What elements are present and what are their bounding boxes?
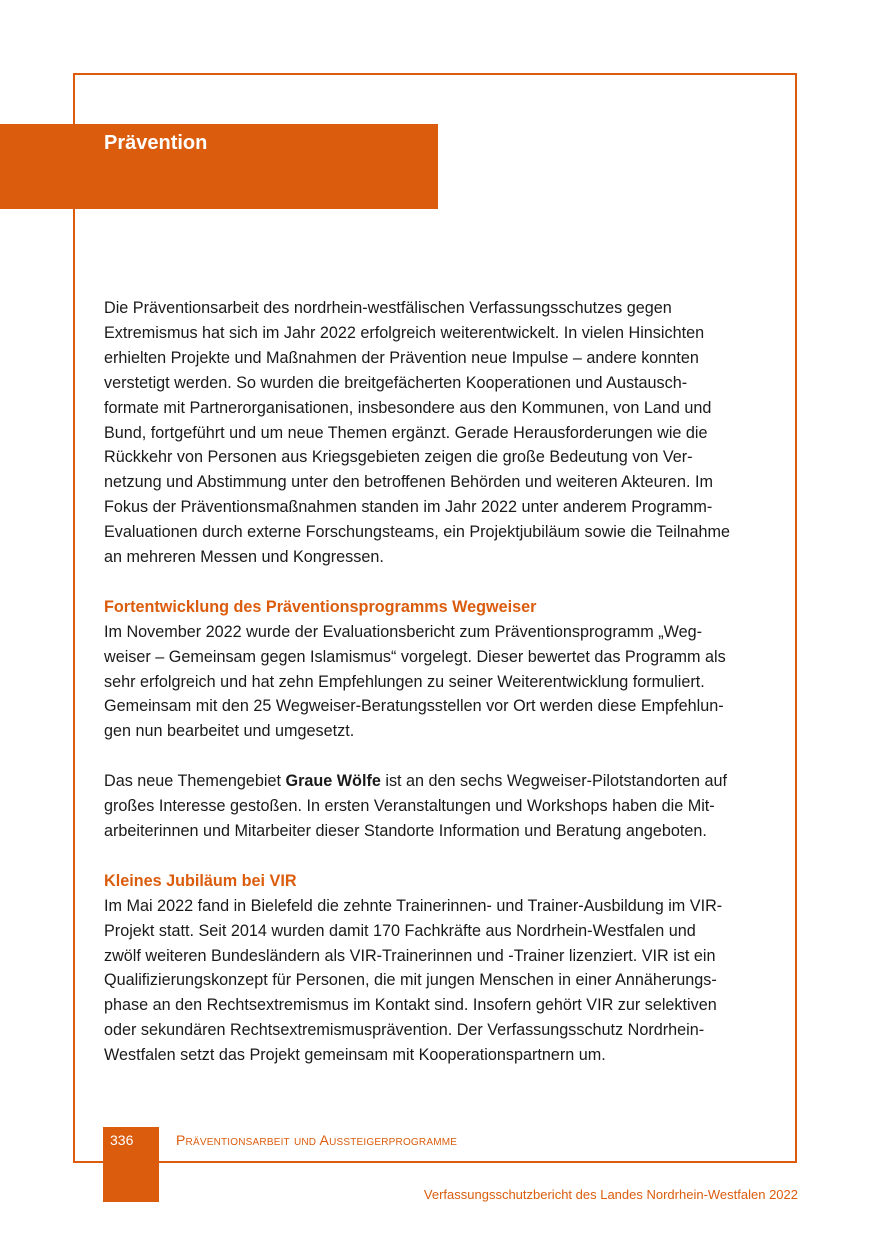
text-line: Rückkehr von Personen aus Kriegsgebieten zeigen die große Bedeutung von Ver- (104, 448, 693, 467)
vir-heading: Kleines Jubiläum bei VIR (104, 871, 297, 890)
wegweiser-paragraph (104, 620, 774, 745)
section-title: Prävention (104, 132, 208, 154)
graue-woelfe-paragraph (104, 769, 774, 844)
text-line: gen nun bearbeitet und umgesetzt. (104, 722, 355, 741)
main-content (104, 296, 774, 1093)
text-line: Die Präventionsarbeit des nordrhein-westfälischen Verfassungsschutzes gegen (104, 299, 672, 317)
bold-term: Graue Wölfe (285, 772, 381, 791)
text-line: Fokus der Präventionsmaßnahmen standen im Jahr 2022 unter anderem Programm- (104, 498, 713, 517)
text-line: oder sekundären Rechtsextremismusprävention. Der Verfassungsschutz Nordrhein- (104, 1021, 705, 1040)
text-line: Extremismus hat sich im Jahr 2022 erfolgreich weiterentwickelt. In vielen Hinsichten (104, 323, 705, 342)
intro-paragraph (104, 296, 774, 570)
text-line: zwölf weiteren Bundesländern als VIR-Trainerinnen und -Trainer lizenziert. VIR ist ein (104, 946, 716, 965)
section-title-bar (0, 124, 438, 209)
text-line: Qualifizierungskonzept für Personen, die mit jungen Menschen in einer Annäherungs- (104, 971, 717, 990)
text-line: Westfalen setzt das Projekt gemeinsam mit Kooperationspartnern um. (104, 1046, 606, 1065)
text-line: Projekt statt. Seit 2014 wurden damit 170 Fachkräfte aus Nordrhein-Westfalen und (104, 921, 696, 940)
text-line: Gemeinsam mit den 25 Wegweiser-Beratungsstellen vor Ort werden diese Empfehlun- (104, 697, 724, 716)
text-line: weiser – Gemeinsam gegen Islamismus“ vorgelegt. Dieser bewertet das Programm als (104, 647, 726, 666)
text-line: phase an den Rechtsextremismus im Kontakt sind. Insofern gehört VIR zur selektiven (104, 996, 717, 1015)
chapter-title: Präventionsarbeit und Aussteigerprogramme (176, 1132, 458, 1148)
vir-paragraph (104, 894, 774, 1068)
text-segment: Das neue Themengebiet (104, 772, 286, 791)
text-line: großes Interesse gestoßen. In ersten Veranstaltungen und Workshops haben die Mit- (104, 797, 715, 816)
footer-text: Verfassungsschutzbericht des Landes Nordrhein-Westfalen 2022 (423, 1187, 798, 1202)
text-line: an mehreren Messen und Kongressen. (104, 548, 384, 567)
text-line: netzung und Abstimmung unter den betroffenen Behörden und weiteren Akteuren. Im (104, 473, 713, 492)
text-line: erhielten Projekte und Maßnahmen der Prävention neue Impulse – andere konnten (104, 348, 699, 367)
text-line: sehr erfolgreich und hat zehn Empfehlungen zu seiner Weiterentwicklung formuliert. (104, 672, 705, 691)
text-segment: ist an den sechs Wegweiser-Pilotstandorten auf (380, 772, 727, 791)
page-number: 336 (110, 1132, 134, 1148)
text-line: Evaluationen durch externe Forschungsteams, ein Projektjubiläum sowie die Teilnahme (104, 523, 730, 542)
text-line: arbeiterinnen und Mitarbeiter dieser Standorte Information und Beratung angeboten. (104, 822, 707, 840)
text-line (104, 769, 774, 794)
text-line: Im November 2022 wurde der Evaluationsbericht zum Präventionsprogramm „Weg- (104, 622, 702, 641)
text-line: verstetigt werden. So wurden die breitgefächerten Kooperationen und Austausch- (104, 373, 688, 392)
text-line: Bund, fortgeführt und um neue Themen ergänzt. Gerade Herausforderungen wie die (104, 423, 708, 442)
text-line: Im Mai 2022 fand in Bielefeld die zehnte Trainerinnen- und Trainer-Ausbildung im VIR- (104, 896, 723, 915)
text-line: formate mit Partnerorganisationen, insbesondere aus den Kommunen, von Land und (104, 398, 712, 417)
wegweiser-heading: Fortentwicklung des Präventionsprogramms Wegweiser (104, 597, 537, 616)
